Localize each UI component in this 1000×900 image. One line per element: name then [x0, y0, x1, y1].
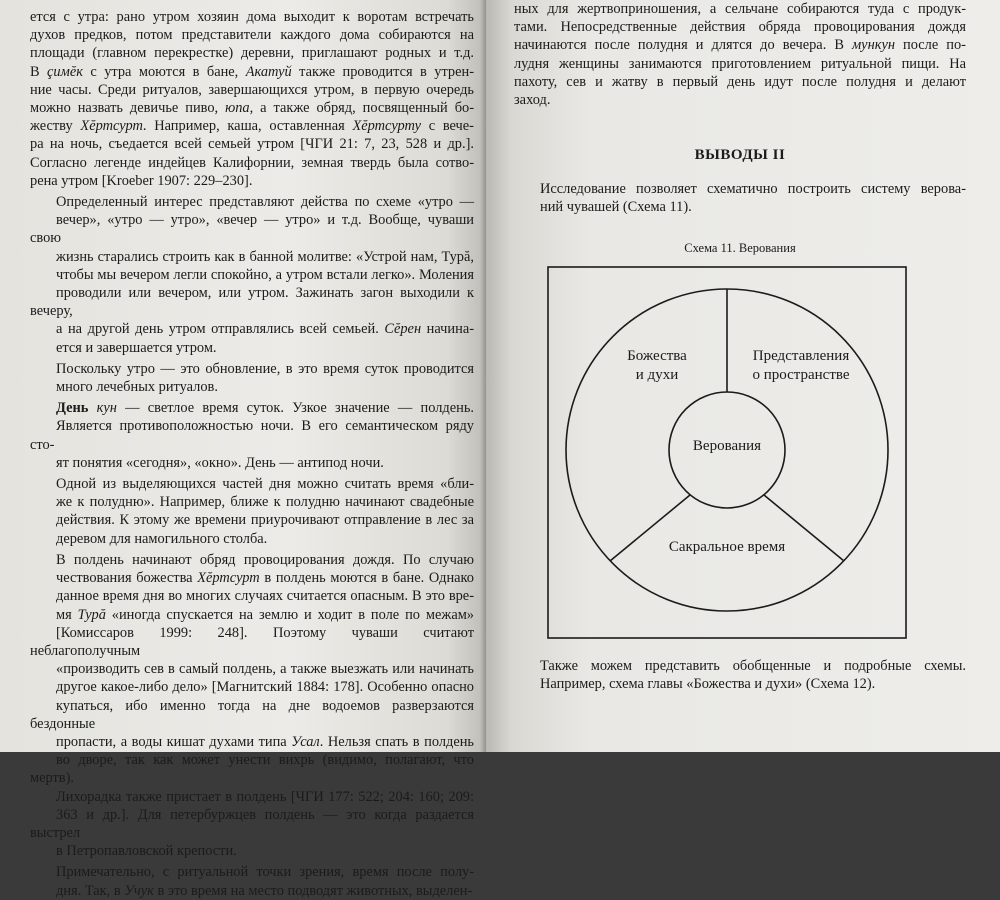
left-paragraph	[30, 399, 474, 472]
left-paragraph-line: [Комиссаров 1999: 248]. Поэтому чуваши считают неблагополучным	[30, 624, 474, 659]
left-paragraph-line: данное время дня во многих случаях считается опасным. В это вре-	[56, 588, 474, 605]
left-paragraph-line: В полдень начинают обряд провоцирования дождя. По случаю	[56, 551, 474, 568]
left-paragraph-line: действия. К этому же времени приурочивают отправление в лес за	[56, 512, 474, 529]
sector-label-space-line2: о пространстве	[752, 366, 850, 383]
left-page	[0, 0, 486, 899]
left-paragraph-line: 363 и др.]. Для петербуржцев полдень — это когда раздается выстрел	[30, 806, 474, 841]
closing-paragraph	[514, 657, 966, 693]
left-paragraph-line: ят понятия «сегодня», «окно». День — антипод ночи.	[56, 454, 384, 471]
sector-label-time: Сакральное время	[668, 538, 786, 555]
left-paragraph-line: проводили или вечером, или утром. Зажинать загон выходили к вечеру,	[30, 285, 474, 320]
left-paragraph-line: а на другой день утром отправлялись всей семьей. Сĕрен начина-	[56, 321, 474, 338]
left-paragraph	[30, 193, 474, 357]
left-paragraph-line: рена утром [Kroeber 1907: 229–230].	[30, 172, 253, 189]
closing-line: Например, схема главы «Божества и духи» (Схема 12).	[540, 675, 876, 692]
left-paragraph-line: пропасти, а воды кишат духами типа Усал. Нельзя спать в полдень	[56, 733, 474, 750]
left-paragraph-line: Является противоположностью ночи. В его семантическом ряду сто-	[30, 418, 474, 453]
left-paragraph	[30, 551, 474, 860]
right-top-line: заход.	[514, 92, 551, 109]
right-top-line: ных для жертвоприношения, а сельчане собираются туда с продук-	[514, 1, 966, 17]
left-paragraph-line: ется с утра: рано утром хозяин дома выходит к воротам встречать	[30, 9, 474, 25]
right-top-line: пахоту, сев и жатву в первый день идут после полудня и делают	[514, 73, 966, 90]
left-paragraph-line: мя Турă «иногда спускается на землю и ходит в поле по межам»	[56, 606, 475, 623]
left-paragraph-line: чествования божества Хĕртсурт в полдень моются в бане. Однако	[56, 570, 474, 587]
left-paragraph-line: другое какое-либо дело» [Магнитский 1884: 178]. Особенно опасно	[56, 679, 474, 696]
left-paragraph-line: в Петропавловской крепости.	[56, 843, 237, 860]
intro-line: Исследование позволяет схематично построить систему верова-	[540, 181, 966, 198]
left-paragraph	[30, 360, 474, 396]
left-paragraph	[30, 863, 474, 899]
left-paragraph-line: во дворе, так как может унести вихрь (видимо, полагают, что мертв).	[30, 752, 474, 787]
left-paragraph-line: Примечательно, с ритуальной точки зрения, время после полу-	[56, 864, 474, 881]
left-paragraph-line: жеству Хĕртсурт. Например, каша, оставленная Хĕртсурту с вече-	[30, 118, 474, 135]
center-label: Верования	[692, 437, 762, 454]
left-page-text	[30, 8, 474, 900]
sector-label-space	[731, 347, 871, 385]
left-paragraph-line: площади (главном перекрестке) деревни, приглашают родных и т.д.	[30, 45, 474, 62]
left-paragraph	[30, 8, 474, 190]
left-paragraph-line: дня. Так, в Учук в это время на место подводят животных, выделен-	[56, 882, 473, 899]
right-top-line: лудня женщины занимаются приготовлением ритуальной пищи. На	[514, 55, 966, 72]
left-paragraph-line: «производить сев в самый полдень, а также выезжать или начинать	[56, 661, 474, 678]
left-paragraph-line: В çимĕк с утра моются в бане, Акатуй также проводится в утрен-	[30, 63, 475, 80]
sector-label-space-line1: Представления	[752, 347, 850, 364]
left-paragraph-line: деревом для намогильного столба.	[56, 530, 268, 547]
left-paragraph-line: Лихорадка также пристает в полдень [ЧГИ 177: 522; 204: 160; 209:	[56, 788, 474, 805]
left-paragraph	[30, 475, 474, 548]
left-paragraph-line: ра на ночь, съедается всей семьей утром [ЧГИ 21: 7, 23, 528 и др.].	[30, 136, 474, 153]
sector-label-deities-line1: Божества	[627, 347, 687, 364]
left-paragraph-line: духов предков, потом представители каждого дома собираются на	[30, 27, 474, 44]
left-paragraph-line: можно назвать девичье пиво, юпа, а также обряд, посвященный бо-	[30, 100, 475, 117]
scheme-caption: Схема 11. Верования	[684, 240, 796, 255]
left-paragraph-line: День кун — светлое время суток. Узкое значение — полдень.	[56, 400, 474, 417]
left-paragraph-line: Одной из выделяющихся частей дня можно считать время «бли-	[56, 476, 474, 493]
left-paragraph-line: Поскольку утро — это обновление, в это время суток проводится	[56, 360, 474, 377]
left-paragraph-line: же к полудню». Например, ближе к полудню начинают свадебные	[56, 494, 474, 511]
right-top-line: начинаются после полудня и длятся до вечера. В мункун после по-	[514, 37, 966, 54]
left-paragraph-line: ется и завершается утром.	[56, 339, 217, 356]
right-top-line: тами. Непосредственные действия обряда провоцирования дождя	[514, 19, 966, 36]
left-paragraph-line: вечер», «утро — утро», «вечер — утро» и т.д. Вообще, чуваши свою	[30, 212, 474, 247]
left-paragraph-line: жизнь старались строить как в банной молитве: «Устрой нам, Турă,	[56, 248, 474, 265]
intro-line: ний чувашей (Схема 11).	[540, 199, 692, 216]
sector-label-deities	[597, 347, 717, 385]
sector-label-deities-line2: и духи	[635, 366, 679, 383]
section-heading: ВЫВОДЫ II	[694, 147, 786, 164]
left-paragraph-line: чтобы мы вечером легли спокойно, а утром встали легко». Моления	[56, 266, 474, 283]
intro-paragraph	[514, 180, 966, 216]
left-paragraph-line: купаться, ибо именно тогда на дне водоемов разверзаются бездонные	[30, 697, 474, 732]
left-paragraph-line: ние часы. Среди ритуалов, завершающихся утром, в первую очередь	[30, 81, 474, 98]
left-paragraph-line: много лечебных ритуалов.	[56, 379, 218, 396]
left-paragraph-line: Согласно легенде индейцев Калифорнии, земная твердь была сотво-	[30, 154, 474, 171]
left-paragraph-line: Определенный интерес представляют действа по схеме «утро —	[56, 194, 474, 211]
right-page-top-paragraph	[514, 0, 966, 109]
closing-line: Также можем представить обобщенные и подробные схемы.	[540, 657, 966, 674]
right-page	[486, 0, 1000, 752]
beliefs-diagram	[547, 266, 907, 639]
